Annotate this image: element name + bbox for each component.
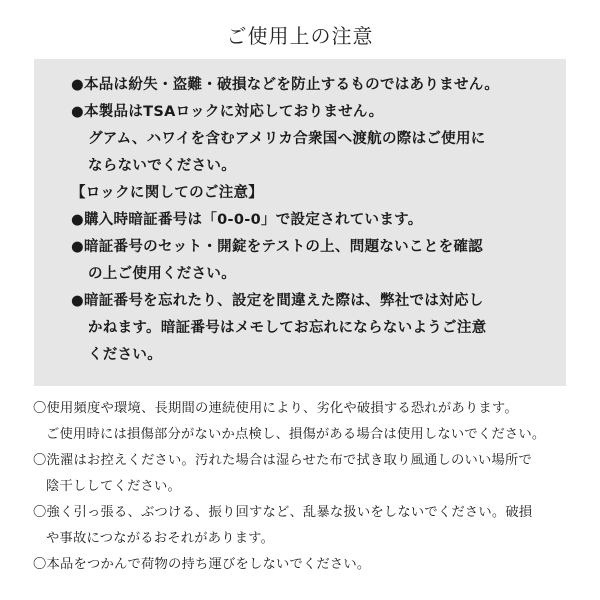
caution-box-text — [71, 72, 551, 369]
note-line: 〇洗濯はお控えください。汚れた場合は湿らせた布で拭き取り風通しのいい場所で — [33, 453, 532, 468]
caution-line: の上ご使用ください。 — [88, 266, 236, 282]
note-line: 〇使用頻度や環境、長期間の連続使用により、劣化や破損する恐れがあります。 — [33, 401, 518, 416]
note-line: 〇強く引っ張る、ぶつける、振り回すなど、乱暴な扱いをしないでください。破損 — [33, 505, 533, 520]
note-line: 〇本品をつかんで荷物の持ち運びをしないでください。 — [33, 557, 371, 572]
caution-box — [34, 59, 566, 386]
lock-notice-heading: 【ロックに関してのご注意】 — [71, 185, 264, 201]
caution-line: ●暗証番号のセット・開錠をテストの上、問題ないことを確認 — [71, 239, 483, 255]
caution-line: かねます。暗証番号はメモしてお忘れにならないようご注意 — [88, 320, 487, 336]
caution-line: グアム、ハワイを含むアメリカ合衆国へ渡航の際はご使用に — [88, 131, 486, 147]
caution-line: ●本品は紛失・盗難・破損などを防止するものではありません。 — [71, 77, 500, 93]
note-line: 陰干ししてください。 — [46, 479, 181, 494]
note-line: や事故につながるおそれがあります。 — [46, 531, 275, 546]
caution-line: ならないでください。 — [88, 158, 236, 174]
caution-line: ください。 — [88, 347, 162, 363]
caution-line: ●暗証番号を忘れたり、設定を間違えた際は、弊社では対応し — [71, 293, 484, 309]
notes-list — [33, 396, 573, 578]
caution-line: ●本製品はTSAロックに対応しておりません。 — [71, 104, 384, 120]
page-title: ご使用上の注意 — [226, 24, 374, 48]
caution-line: ●購入時暗証番号は「0-0-0」で設定されています。 — [71, 212, 423, 228]
note-line: ご使用時には損傷部分がないか点検し、損傷がある場合は使用しないでください。 — [46, 427, 546, 442]
